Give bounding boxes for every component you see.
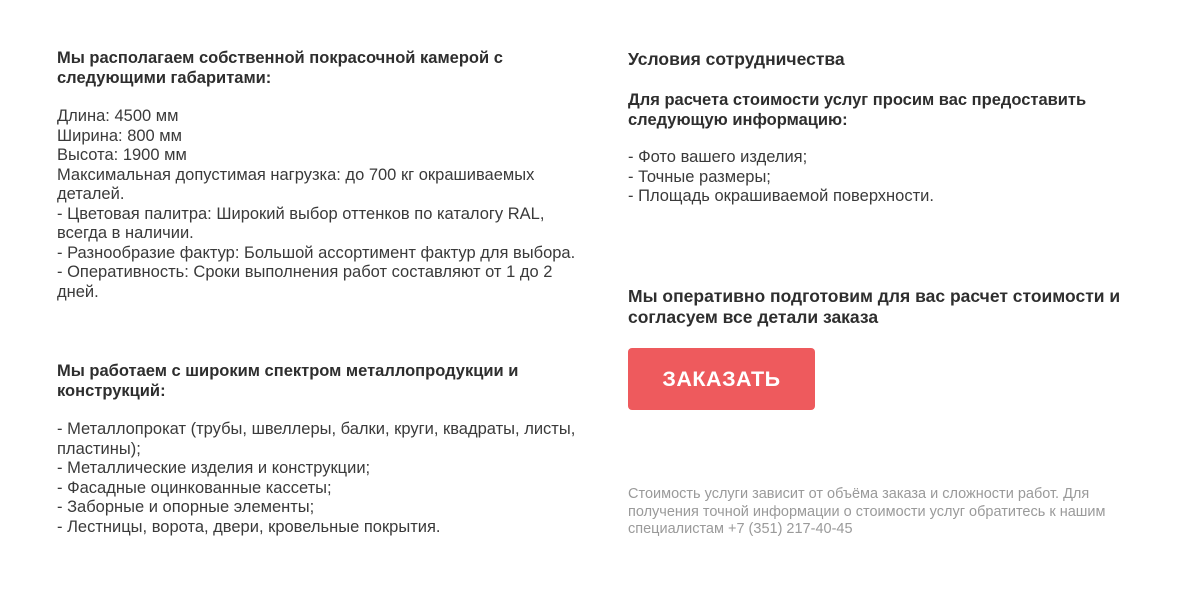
spec-width: Ширина: 800 мм	[57, 126, 182, 145]
spec-height: Высота: 1900 мм	[57, 146, 187, 164]
spec-textures: - Разнообразие фактур: Большой ассортимент фактур для выбора.	[57, 243, 576, 262]
list-item: - Фото вашего изделия;	[628, 148, 808, 166]
pricing-note: Стоимость услуги зависит от объёма заказа и сложности работ. Для получения точной информации о стоимости услуг обратитесь к нашим специалистам +7 (351) 217-40-45	[628, 486, 1106, 537]
spec-color-palette: - Цветовая палитра: Широкий выбор оттенков по каталогу RAL, всегда в наличии.	[57, 204, 545, 242]
list-item: - Точные размеры;	[628, 167, 771, 186]
required-info-heading: Для расчета стоимости услуг просим вас предоставить следующую информацию:	[628, 91, 1087, 129]
metal-products-list	[57, 420, 577, 537]
list-item: - Заборные и опорные элементы;	[57, 498, 315, 516]
spec-length: Длина: 4500 мм	[57, 107, 179, 125]
paint-chamber-specs	[57, 107, 577, 302]
list-item: - Металлопрокат (трубы, швеллеры, балки, круги, квадраты, листы, пластины);	[57, 420, 576, 458]
list-item: - Лестницы, ворота, двери, кровельные покрытия.	[57, 517, 441, 536]
promo-text: Мы оперативно подготовим для вас расчет стоимости и согласуем все детали заказа	[628, 286, 1121, 327]
paint-chamber-heading: Мы располагаем собственной покрасочной камерой с следующими габаритами:	[57, 49, 503, 87]
list-item: - Фасадные оцинкованные кассеты;	[57, 478, 332, 497]
metal-products-heading: Мы работаем с широким спектром металлопродукции и конструкций:	[57, 362, 519, 400]
list-item: - Площадь окрашиваемой поверхности.	[628, 187, 934, 205]
cooperation-title: Условия сотрудничества	[628, 49, 845, 69]
list-item: - Металлические изделия и конструкции;	[57, 459, 371, 477]
order-button[interactable]: ЗАКАЗАТЬ	[628, 348, 815, 410]
spec-max-load: Максимальная допустимая нагрузка: до 700 кг окрашиваемых деталей.	[57, 165, 535, 203]
spec-turnaround: - Оперативность: Сроки выполнения работ составляют от 1 до 2 дней.	[57, 263, 553, 301]
required-info-list	[628, 148, 1158, 207]
